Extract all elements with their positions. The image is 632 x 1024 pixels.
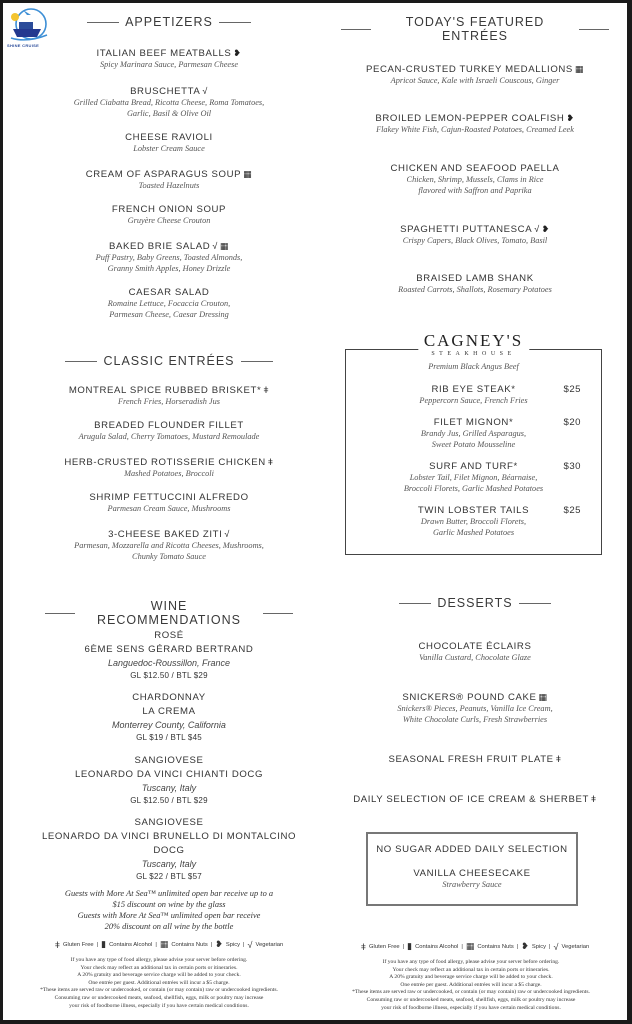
appetizer-item: FRENCH ONION SOUP Gruyère Cheese Crouton bbox=[111, 204, 227, 225]
contains-nuts-icon: ▦ bbox=[465, 941, 475, 951]
cagneys-logo: CAGNEY'S STEAKHOUSE bbox=[418, 332, 529, 358]
vegetarian-icon: √ bbox=[247, 939, 253, 950]
featured-item: PECAN-CRUSTED TURKEY MEDALLIONS ▦ Apricot Sauce, Kale with Israeli Couscous, Ginger bbox=[365, 64, 585, 85]
appetizers-section bbox=[39, 15, 299, 29]
contains-nuts-icon: ▦ bbox=[538, 692, 548, 702]
vegetarian-icon: √ bbox=[553, 941, 559, 952]
gluten-free-icon: ǂ bbox=[590, 794, 597, 804]
dessert-item: SNICKERS® POUND CAKE ▦ Snickers® Pieces, Peanuts, Vanilla Ice Cream, White Chocolate Curls, Fresh Strawberries bbox=[397, 692, 553, 724]
appetizer-item: BAKED BRIE SALAD √ ▦ Puff Pastry, Baby Greens, Toasted Almonds, Granny Smith Apples, Honey Drizzle bbox=[95, 241, 243, 273]
vegetarian-icon: √ bbox=[534, 224, 540, 234]
featured-title: TODAY'S FEATURED ENTRÉES bbox=[335, 15, 615, 43]
appetizer-item: CREAM OF ASPARAGUS SOUP ▦ Toasted Hazelnuts bbox=[85, 169, 253, 190]
fine-print-right: If you have any type of food allergy, please advise your server before ordering. Your check may reflect an additional tax in certain ports or itineraries. A 20% gratuity and beverage service charge will be added to your check. One entrée per guest. Additional entrées will incur a $5 charge. *These items are served raw or undercooked, or contain (or may contain) raw or undercooked ingredients. Consuming raw or undercooked meats, seafood, shellfish, eggs, milk or poultry may increase your risk of foodborne illness, especially if you have certain medical conditions. bbox=[352, 959, 590, 1011]
wine-section bbox=[39, 599, 299, 627]
appetizers-title: APPETIZERS bbox=[39, 15, 299, 29]
classic-entrees-title: CLASSIC ENTRÉES bbox=[39, 354, 299, 368]
wine-title: WINE RECOMMENDATIONS bbox=[39, 599, 299, 627]
appetizer-item: BRUSCHETTA √ Grilled Ciabatta Bread, Ricotta Cheese, Roma Tomatoes, Garlic, Basil & Olive Oil bbox=[73, 86, 265, 118]
appetizer-item: CHEESE RAVIOLI Lobster Cream Sauce bbox=[125, 132, 213, 153]
desserts-title: DESSERTS bbox=[335, 596, 615, 610]
gluten-free-icon: ǂ bbox=[555, 754, 562, 764]
price: $25 bbox=[563, 384, 581, 395]
featured-item: BROILED LEMON-PEPPER COALFISH ❥ Flakey White Fish, Cajun-Roasted Potatoes, Creamed Leek bbox=[375, 113, 575, 134]
featured-item: SPAGHETTI PUTTANESCA √ ❥ Crispy Capers, Black Olives, Tomato, Basil bbox=[400, 224, 550, 245]
no-sugar-item: VANILLA CHEESECAKE bbox=[413, 868, 531, 879]
appetizer-item: ITALIAN BEEF MEATBALLS ❥ Spicy Marinara Sauce, Parmesan Cheese bbox=[96, 48, 242, 69]
steak-item: RIB EYE STEAK* $25 Peppercorn Sauce, French Fries bbox=[419, 384, 581, 405]
alcohol-icon: ▮ bbox=[101, 939, 107, 949]
contains-nuts-icon: ▦ bbox=[159, 939, 169, 949]
contains-nuts-icon: ▦ bbox=[243, 169, 253, 179]
spicy-icon: ❥ bbox=[541, 224, 550, 234]
desserts-section bbox=[335, 596, 615, 610]
steak-item: TWIN LOBSTER TAILS $25 Drawn Butter, Broccoli Florets, Garlic Mashed Potatoes bbox=[417, 505, 581, 537]
price: $25 bbox=[563, 505, 581, 516]
vegetarian-icon: √ bbox=[224, 529, 230, 539]
entree-item: MONTREAL SPICE RUBBED BRISKET* ǂ French Fries, Horseradish Jus bbox=[68, 385, 270, 406]
wine-item: ROSÉ 6ÈME SENS GÉRARD BERTRAND Languedoc-Roussillon, France GL $12.50 / BTL $29 bbox=[84, 630, 254, 680]
featured-item: CHICKEN AND SEAFOOD PAELLA Chicken, Shrimp, Mussels, Clams in Rice flavored with Saffron and Paprika bbox=[390, 163, 560, 195]
wine-promo: Guests with More At Sea™ unlimited open bar receive up to a $15 discount on wine by the glass Guests with More At Sea™ unlimited open bar receive 20% discount on all wine by the bottle bbox=[64, 889, 274, 931]
entree-item: HERB-CRUSTED ROTISSERIE CHICKEN ǂ Mashed Potatoes, Broccoli bbox=[64, 457, 274, 478]
vegetarian-icon: √ bbox=[212, 241, 218, 251]
wine-item: SANGIOVESE LEONARDO DA VINCI CHIANTI DOCG Tuscany, Italy GL $12.50 / BTL $29 bbox=[74, 755, 264, 805]
no-sugar-title: NO SUGAR ADDED DAILY SELECTION bbox=[376, 844, 568, 855]
classic-entrees-section bbox=[39, 354, 299, 368]
legend-right: ǂ Gluten Free | ▮ Contains Alcohol | ▦ Contains Nuts | ❥ Spicy | √ Vegetarian bbox=[360, 941, 590, 952]
logo-text: SHINE CRUISE bbox=[7, 43, 40, 48]
featured-section bbox=[335, 15, 615, 43]
no-sugar-added-box: NO SUGAR ADDED DAILY SELECTION VANILLA CHEESECAKE Strawberry Sauce bbox=[366, 832, 578, 906]
gluten-free-icon: ǂ bbox=[54, 939, 61, 950]
appetizer-item: CAESAR SALAD Romaine Lettuce, Focaccia Crouton, Parmesan Cheese, Caesar Dressing bbox=[107, 287, 231, 319]
fine-print-left: If you have any type of food allergy, please advise your server before ordering. Your check may reflect an additional tax in certain ports or itineraries. A 20% gratuity and beverage service charge will be added to your check. One entrée per guest. Additional entrées will incur a $5 charge. *These items are served raw or undercooked, or contain (or may contain) raw or undercooked ingredients. Consuming raw or undercooked meats, seafood, shellfish, eggs, milk or poultry may increase your risk of foodborne illness, especially if you have certain medical conditions. bbox=[40, 957, 278, 1009]
spicy-icon: ❥ bbox=[215, 939, 223, 949]
dessert-item: CHOCOLATE ÉCLAIRS Vanilla Custard, Chocolate Glaze bbox=[418, 641, 532, 662]
spicy-icon: ❥ bbox=[521, 941, 529, 951]
cagneys-steakhouse-box bbox=[345, 331, 602, 555]
alcohol-icon: ▮ bbox=[407, 941, 413, 951]
dessert-item: DAILY SELECTION OF ICE CREAM & SHERBET ǂ bbox=[353, 794, 597, 805]
vegetarian-icon: √ bbox=[202, 86, 208, 96]
price: $30 bbox=[563, 461, 581, 472]
contains-nuts-icon: ▦ bbox=[574, 64, 585, 74]
spicy-icon: ❥ bbox=[566, 113, 575, 123]
price: $20 bbox=[563, 417, 581, 428]
cagneys-tagline: Premium Black Angus Beef bbox=[428, 362, 519, 371]
entree-item: 3-CHEESE BAKED ZITI √ Parmesan, Mozzarella and Ricotta Cheeses, Mushrooms, Chunky Tomato Sauce bbox=[74, 529, 264, 561]
dessert-item: SEASONAL FRESH FRUIT PLATE ǂ bbox=[388, 754, 562, 765]
legend-left: ǂ Gluten Free | ▮ Contains Alcohol | ▦ Contains Nuts | ❥ Spicy | √ Vegetarian bbox=[54, 939, 284, 950]
gluten-free-icon: ǂ bbox=[263, 385, 270, 395]
featured-item: BRAISED LAMB SHANK Roasted Carrots, Shallots, Rosemary Potatoes bbox=[398, 273, 552, 294]
gluten-free-icon: ǂ bbox=[360, 941, 367, 952]
steak-item: FILET MIGNON* $20 Brandy Jus, Grilled Asparagus, Sweet Potato Mousseline bbox=[420, 417, 581, 449]
wine-item: SANGIOVESE LEONARDO DA VINCI BRUNELLO DI MONTALCINO DOCG Tuscany, Italy GL $22 / BTL $57 bbox=[41, 817, 297, 881]
menu-page bbox=[3, 3, 627, 1020]
contains-nuts-icon: ▦ bbox=[219, 241, 229, 251]
gluten-free-icon: ǂ bbox=[267, 457, 274, 467]
wine-item: CHARDONNAY LA CREMA Monterrey County, California GL $19 / BTL $45 bbox=[112, 692, 226, 742]
steak-item: SURF AND TURF* $30 Lobster Tail, Filet Mignon, Béarnaise, Broccoli Florets, Garlic Mashed Potatoes bbox=[403, 461, 581, 493]
entree-item: BREADED FLOUNDER FILLET Arugula Salad, Cherry Tomatoes, Mustard Remoulade bbox=[78, 420, 260, 441]
entree-item: SHRIMP FETTUCCINI ALFREDO Parmesan Cream Sauce, Mushrooms bbox=[89, 492, 249, 513]
spicy-icon: ❥ bbox=[233, 48, 242, 58]
